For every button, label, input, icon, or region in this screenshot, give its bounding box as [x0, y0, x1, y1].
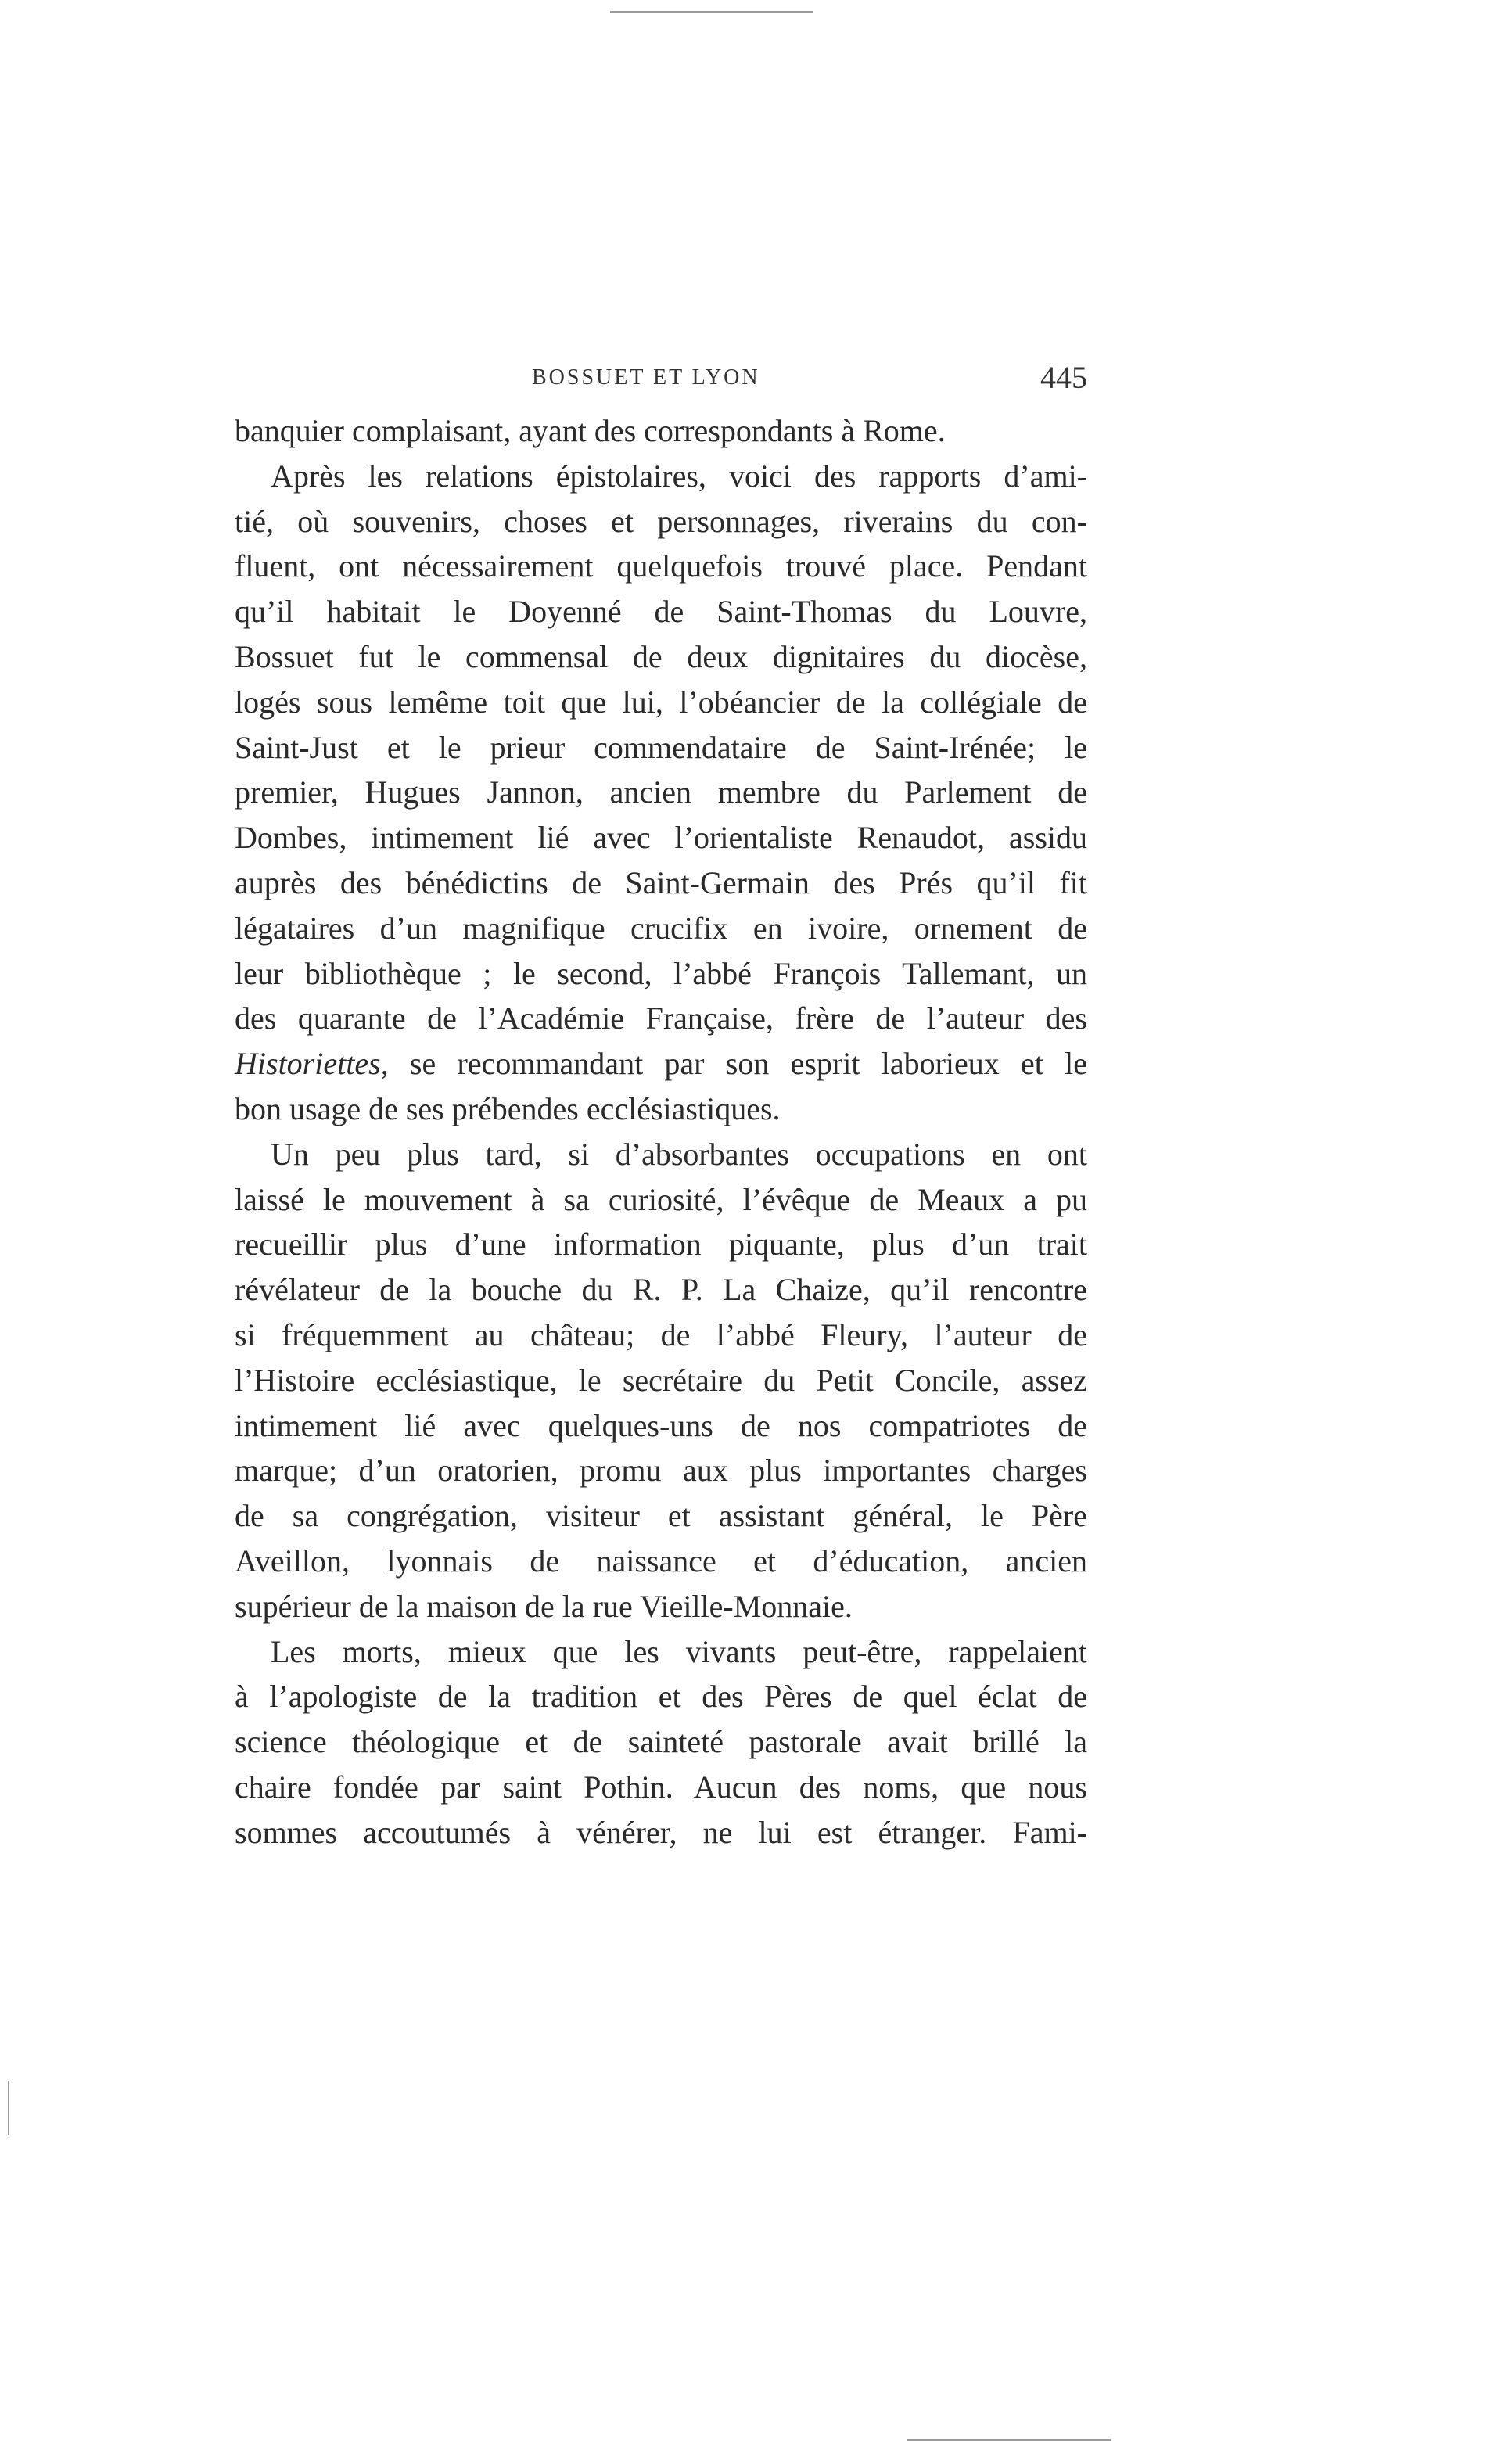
text-line: [235, 1222, 1087, 1267]
italic-title: Historiettes,: [235, 1046, 389, 1082]
line-text: qu’il habitait le Doyenné de Saint-Thomas du Louvre,: [235, 594, 1087, 630]
text-line: [235, 860, 1087, 906]
line-text: banquier complaisant, ayant des correspondants à Rome.: [235, 413, 946, 448]
text-line: [235, 1584, 1087, 1629]
text-line: [235, 589, 1087, 634]
text-line: [235, 725, 1087, 770]
line-text: Bossuet fut le commensal de deux dignitaires du diocèse,: [235, 638, 1087, 674]
scan-edge-line: [610, 11, 813, 13]
text-line: [235, 951, 1087, 997]
text-line: [235, 1358, 1087, 1403]
line-text: sommes accoutumés à vénérer, ne lui est étranger. Fami-: [235, 1814, 1087, 1850]
line-text: laissé le mouvement à sa curiosité, l’évêque de Meaux a pu: [235, 1181, 1087, 1217]
line-text: premier, Hugues Jannon, ancien membre du Parlement de: [235, 774, 1087, 810]
text-line: [235, 408, 1087, 454]
text-line: [235, 1267, 1087, 1313]
text-line: [235, 1493, 1087, 1539]
line-text: auprès des bénédictins de Saint-Germain des Prés qu’il fit: [235, 864, 1087, 900]
line-text: Un peu plus tard, si d’absorbantes occupations en ont: [271, 1136, 1087, 1172]
line-text: de sa congrégation, visiteur et assistant général, le Père: [235, 1498, 1087, 1534]
text-line: [235, 499, 1087, 544]
text-line: [235, 906, 1087, 951]
text-line: [235, 815, 1087, 860]
line-text: à l’apologiste de la tradition et des Pères de quel éclat de: [235, 1679, 1087, 1715]
line-text: si fréquemment au château; de l’abbé Fleury, l’auteur de: [235, 1316, 1087, 1352]
text-line: [235, 1629, 1087, 1675]
line-text: l’Histoire ecclésiastique, le secrétaire du Petit Concile, assez: [235, 1362, 1087, 1398]
line-text: leur bibliothèque ; le second, l’abbé François Tallemant, un: [235, 955, 1087, 991]
text-line: [235, 1132, 1087, 1177]
text-line: [235, 634, 1087, 680]
line-text: marque; d’un oratorien, promu aux plus importantes charges: [235, 1453, 1087, 1489]
line-text: révélateur de la bouche du R. P. La Chaize, qu’il rencontre: [235, 1272, 1087, 1308]
text-line: [235, 996, 1087, 1041]
text-line: [235, 1448, 1087, 1493]
line-text: chaire fondée par saint Pothin. Aucun des noms, que nous: [235, 1769, 1087, 1805]
text-line: [235, 1539, 1087, 1584]
text-line: [235, 1313, 1087, 1358]
text-line: [235, 770, 1087, 815]
text-line: [235, 544, 1087, 589]
scan-edge-line: [907, 2439, 1111, 2441]
line-text: supérieur de la maison de la rue Vieille-Monnaie.: [235, 1588, 853, 1624]
line-text: Saint-Just et le prieur commendataire de Saint-Irénée; le: [235, 729, 1087, 765]
line-text: Après les relations épistolaires, voici des rapports d’ami-: [271, 458, 1087, 494]
line-text: légataires d’un magnifique crucifix en ivoire, ornement de: [235, 910, 1087, 946]
line-text: bon usage de ses prébendes ecclésiastiques.: [235, 1090, 781, 1126]
line-text: Dombes, intimement lié avec l’orientaliste Renaudot, assidu: [235, 820, 1087, 856]
text-line: [235, 1674, 1087, 1719]
text-line: [235, 1177, 1087, 1223]
line-text: logés sous lemême toit que lui, l’obéancier de la collégiale de: [235, 684, 1087, 720]
text-line: [235, 680, 1087, 725]
body-text: [235, 408, 1087, 1855]
text-line: [235, 1403, 1087, 1449]
text-line: [235, 1041, 1087, 1087]
text-line: [235, 454, 1087, 499]
page-number: 445: [1040, 360, 1087, 395]
line-text: se recommandant par son esprit laborieux et le: [388, 1046, 1087, 1082]
line-text: tié, où souvenirs, choses et personnages, riverains du con-: [235, 503, 1087, 539]
line-text: science théologique et de sainteté pastorale avait brillé la: [235, 1724, 1087, 1760]
text-line: [235, 1087, 1087, 1132]
text-line: [235, 1765, 1087, 1810]
text-line: [235, 1810, 1087, 1855]
running-title: BOSSUET ET LYON: [532, 365, 760, 390]
line-text: des quarante de l’Académie Française, frère de l’auteur des: [235, 1000, 1087, 1036]
line-text: Aveillon, lyonnais de naissance et d’éducation, ancien: [235, 1543, 1087, 1579]
scan-edge-line: [8, 2081, 9, 2135]
running-head: [235, 358, 1087, 397]
line-text: recueillir plus d’une information piquante, plus d’un trait: [235, 1227, 1087, 1263]
text-line: [235, 1719, 1087, 1765]
line-text: Les morts, mieux que les vivants peut-être, rappelaient: [271, 1633, 1087, 1669]
line-text: fluent, ont nécessairement quelquefois trouvé place. Pendant: [235, 548, 1087, 584]
line-text: intimement lié avec quelques-uns de nos compatriotes de: [235, 1407, 1087, 1443]
